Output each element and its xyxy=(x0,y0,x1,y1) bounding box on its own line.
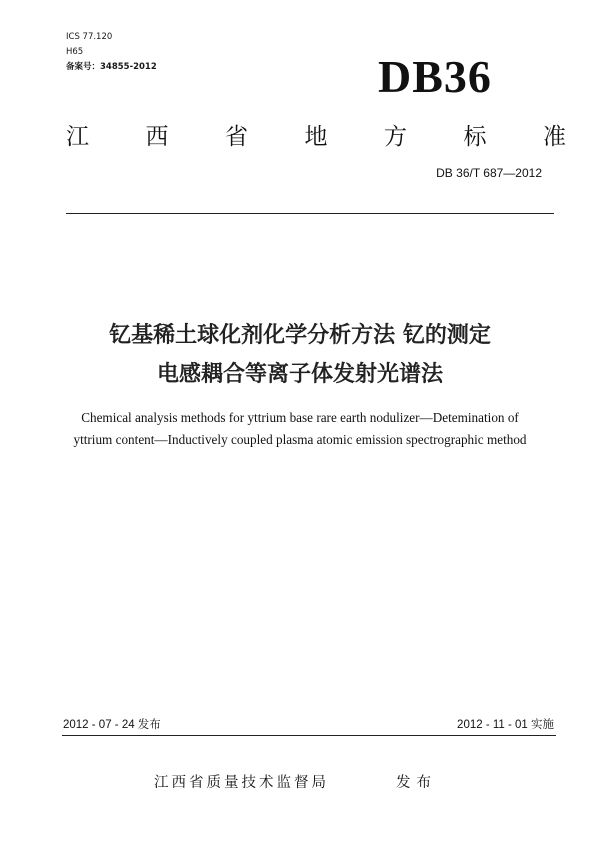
chinese-title-line-1: 钇基稀土球化剂化学分析方法 钇的测定 xyxy=(109,323,491,348)
standard-number: DB 36/T 687—2012 xyxy=(436,166,542,180)
english-title-line-2: yttrium content—Inductively coupled plasma atomic emission spectrographic method xyxy=(73,432,527,447)
standard-type-char: 江 xyxy=(66,124,89,150)
standard-type-char: 省 xyxy=(225,124,248,150)
standard-type-char: 准 xyxy=(543,124,566,150)
standard-type-char: 方 xyxy=(384,124,407,150)
english-title-line-1: Chemical analysis methods for yttrium base rare earth nodulizer—Detemination of xyxy=(81,410,519,425)
issuer-action-label: 发布 xyxy=(396,775,437,791)
standard-type-char: 西 xyxy=(145,124,169,150)
standard-type-char: 地 xyxy=(304,124,328,150)
standard-type-char: 标 xyxy=(463,124,487,150)
ics-code: ICS 77.120 xyxy=(66,32,113,42)
header-divider xyxy=(66,213,554,214)
db36-logo: DB36 xyxy=(378,51,492,102)
ccs-code: H65 xyxy=(66,47,84,57)
effective-date: 2012 - 11 - 01 实施 xyxy=(457,719,554,731)
chinese-title-line-2: 电感耦合等离子体发射光谱法 xyxy=(156,362,443,387)
registration-number: 备案号：34855-2012 xyxy=(66,62,157,72)
standard-type-heading xyxy=(66,118,566,151)
issuing-authority: 江西省质量技术监督局 xyxy=(154,775,329,791)
footer-divider xyxy=(62,735,556,736)
issue-date: 2012 - 07 - 24 发布 xyxy=(63,719,161,731)
